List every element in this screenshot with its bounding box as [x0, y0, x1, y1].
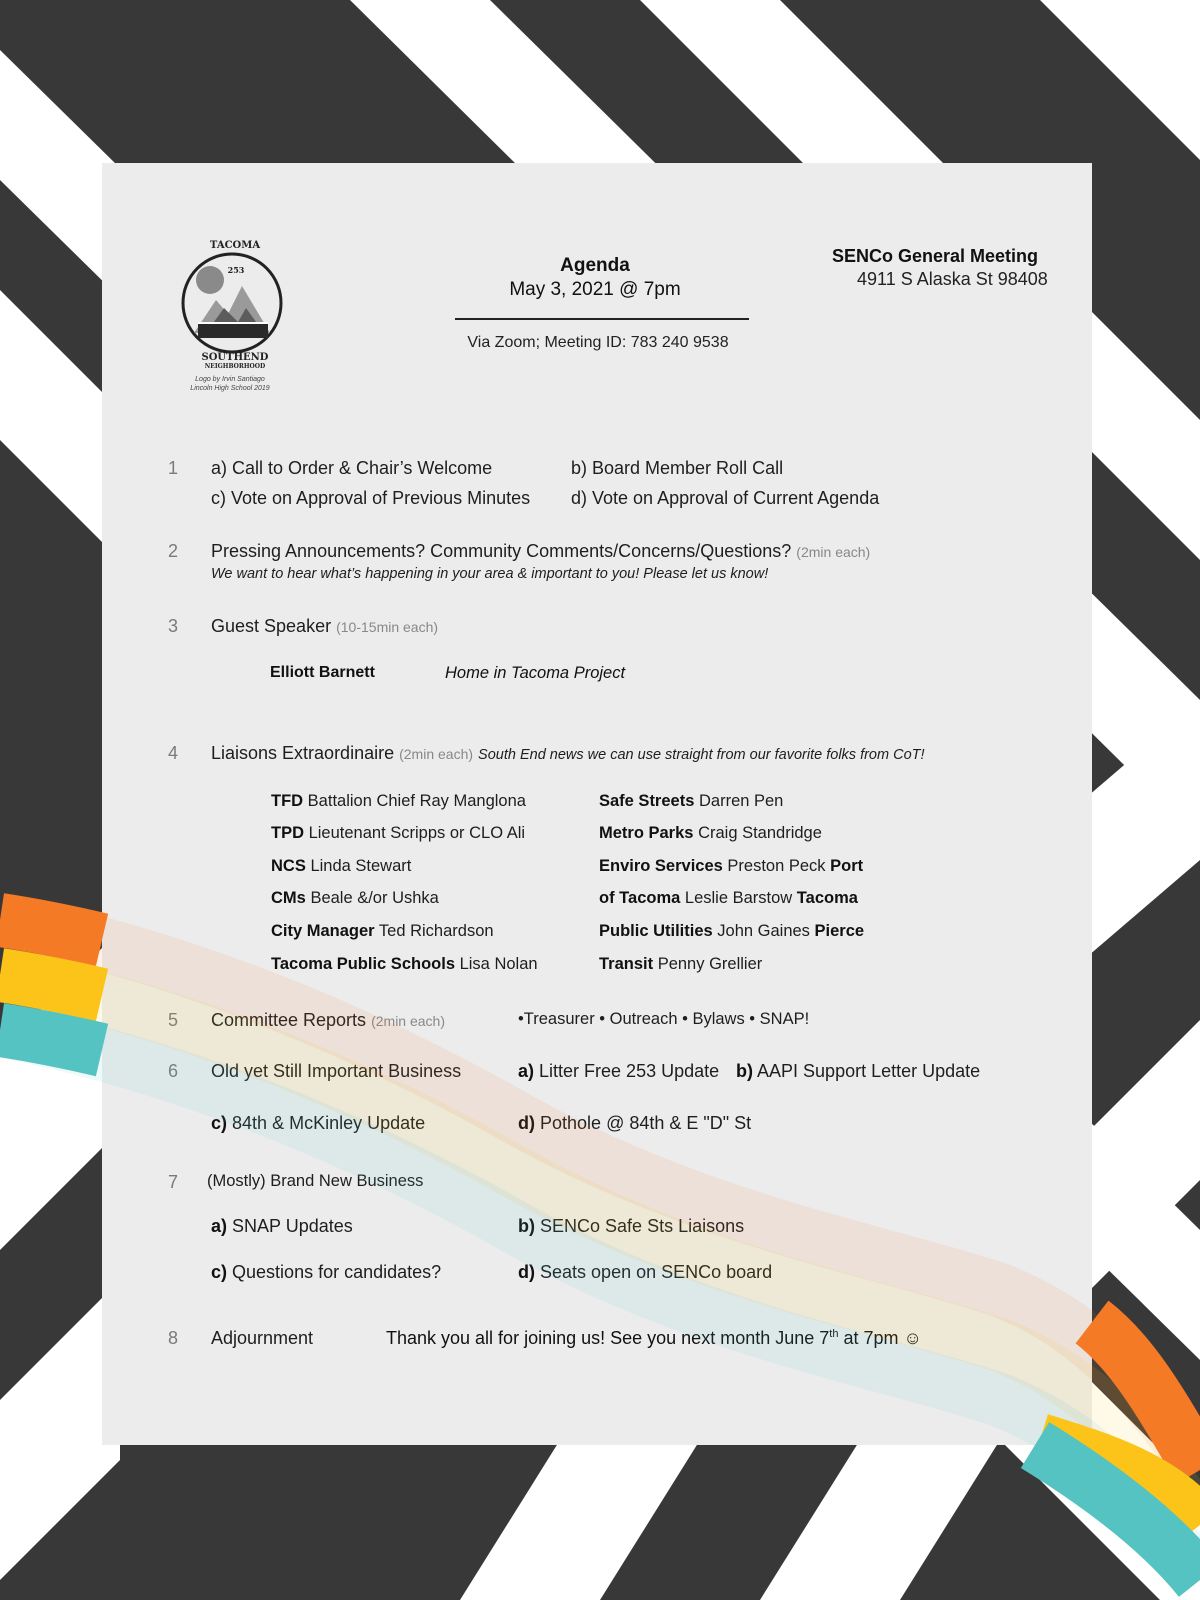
item-6a: a) Litter Free 253 Update [518, 1061, 720, 1081]
liaison: CMs Beale &/or Ushka [271, 889, 439, 907]
item-number: 7 [168, 1172, 179, 1192]
item-number: 8 [168, 1328, 179, 1348]
item-6d: d) Pothole @ 84th & E "D" St [518, 1113, 752, 1133]
item-5-title: Committee Reports (2min each) [211, 1010, 445, 1030]
item-7a: a) SNAP Updates [211, 1216, 353, 1236]
liaison: of Tacoma Leslie Barstow Tacoma [599, 889, 858, 907]
svg-text:Logo by Irvin Santiago: Logo by Irvin Santiago [195, 376, 265, 383]
svg-text:Lincoln High School 2019: Lincoln High School 2019 [190, 385, 270, 392]
svg-text:NEIGHBORHOOD: NEIGHBORHOOD [204, 363, 266, 370]
svg-text:253: 253 [227, 265, 245, 275]
meeting-date: May 3, 2021 @ 7pm [509, 279, 681, 300]
time-note: (2min each) [399, 746, 474, 762]
item-6-title: Old yet Still Important Business [211, 1061, 462, 1081]
item-7d: d) Seats open on SENCo board [518, 1262, 773, 1282]
item-2-title: Pressing Announcements? Community Comments/Concerns/Questions? (2min each) [211, 541, 871, 561]
item-number: 4 [168, 743, 179, 763]
item-1b: b) Board Member Roll Call [571, 458, 784, 478]
item-2-subtext: We want to hear what’s happening in your area & important to you! Please let us know! [211, 566, 769, 582]
liaison: Metro Parks Craig Standridge [599, 824, 822, 842]
org-title: SENCo General Meeting [832, 246, 1039, 266]
southend-neighborhood-logo [176, 238, 294, 400]
header-divider [455, 318, 749, 320]
liaison: Enviro Services Preston Peck Port [599, 857, 864, 875]
logo-top-text: TACOMA [209, 240, 261, 251]
item-1a: a) Call to Order & Chair’s Welcome [211, 458, 493, 478]
liaison: Transit Penny Grellier [599, 955, 763, 973]
liaison: Public Utilities John Gaines Pierce [599, 922, 865, 940]
item-number: 6 [168, 1061, 179, 1081]
liaison: City Manager Ted Richardson [271, 922, 494, 940]
item-number: 1 [168, 458, 179, 478]
time-note: (10-15min each) [336, 619, 439, 635]
item-7-title: (Mostly) Brand New Business [207, 1172, 424, 1190]
item-7c: c) Questions for candidates? [211, 1262, 442, 1282]
liaison: NCS Linda Stewart [271, 857, 412, 875]
item-4-subtext: South End news we can use straight from our favorite folks from CoT! [478, 747, 925, 763]
svg-text:SOUTHEND: SOUTHEND [201, 352, 269, 363]
agenda-title: Agenda [560, 255, 630, 276]
org-address: 4911 S Alaska St 98408 [857, 269, 1048, 289]
item-8-title: Adjournment [211, 1328, 314, 1348]
guest-speaker-name: Elliott Barnett [270, 664, 375, 681]
liaison: TFD Battalion Chief Ray Manglona [271, 792, 526, 810]
time-note: (2min each) [796, 544, 871, 560]
closing-message: Thank you all for joining us! See you next month June 7th at 7pm ☺ [386, 1328, 922, 1348]
committee-list: •Treasurer • Outreach • Bylaws • SNAP! [518, 1010, 810, 1028]
time-note: (2min each) [371, 1013, 445, 1029]
liaison: TPD Lieutenant Scripps or CLO Ali [271, 824, 526, 842]
item-6c: c) 84th & McKinley Update [211, 1113, 426, 1133]
item-number: 2 [168, 541, 179, 561]
item-6b: b) AAPI Support Letter Update [736, 1061, 981, 1081]
zoom-info: Via Zoom; Meeting ID: 783 240 9538 [467, 334, 729, 351]
liaison: Safe Streets Darren Pen [599, 792, 784, 810]
item-number: 3 [168, 616, 179, 636]
liaison: Tacoma Public Schools Lisa Nolan [271, 955, 538, 973]
item-3-title: Guest Speaker (10-15min each) [211, 616, 439, 636]
item-number: 5 [168, 1010, 179, 1030]
item-4-title: Liaisons Extraordinaire (2min each) South End news we can use straight from our favorite folks from CoT! [211, 743, 925, 763]
item-7b: b) SENCo Safe Sts Liaisons [518, 1216, 745, 1236]
item-1d: d) Vote on Approval of Current Agenda [571, 488, 880, 508]
guest-speaker-topic: Home in Tacoma Project [445, 664, 626, 682]
item-1c: c) Vote on Approval of Previous Minutes [211, 488, 531, 508]
